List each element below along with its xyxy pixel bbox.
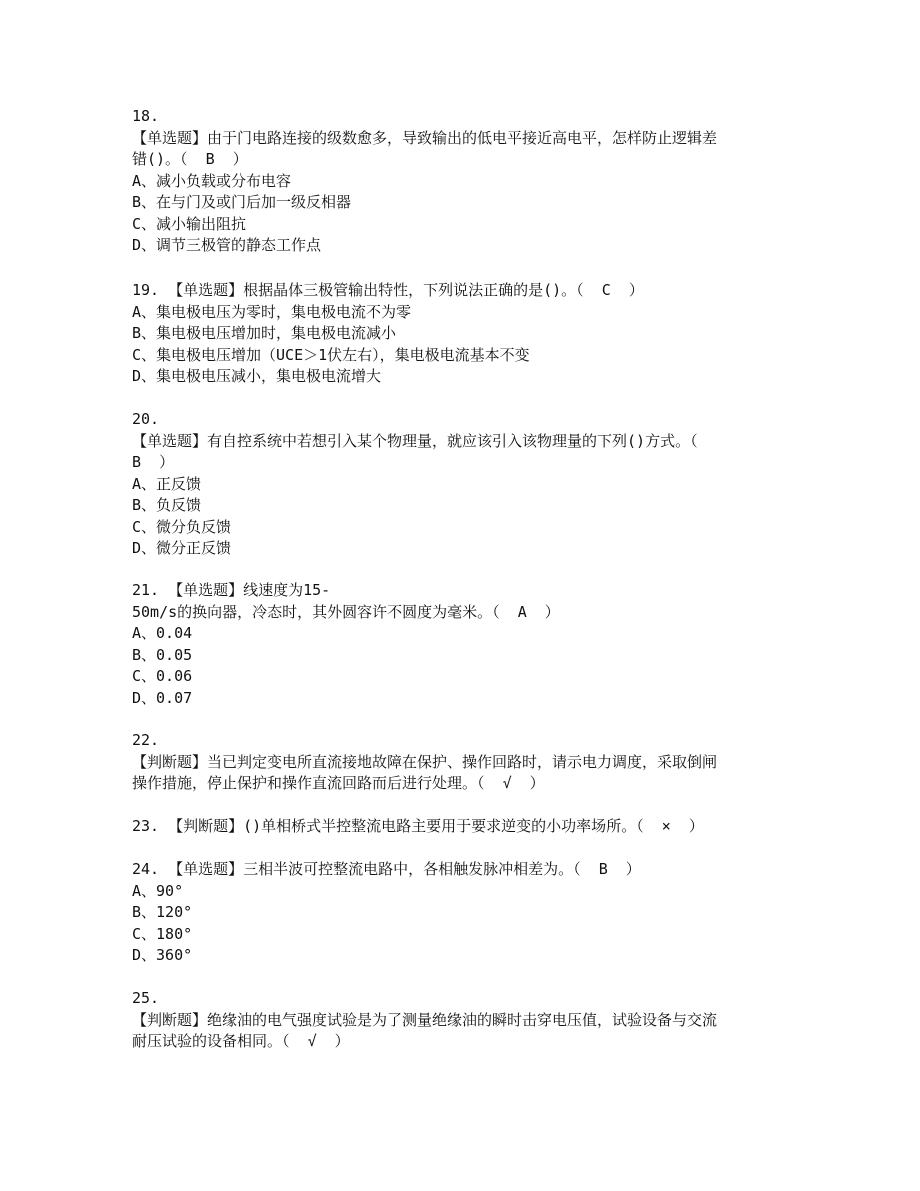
question-22	[132, 730, 792, 795]
option-d: D、调节三极管的静态工作点	[132, 236, 322, 254]
option-a: A、0.04	[132, 624, 193, 642]
option-b: B、0.05	[132, 645, 193, 664]
option-d: D、集电极电压减小，集电极电流增大	[132, 367, 382, 385]
option-b: B、集电极电压增加时，集电极电流减小	[132, 324, 397, 342]
option-c: C、0.06	[132, 667, 193, 685]
question-23	[132, 816, 792, 838]
option-d: D、360°	[132, 946, 193, 964]
question-19	[132, 280, 792, 388]
question-stem-answer: 50m/s的换向器，冷态时，其外圆容许不圆度为毫米。（ A ）	[132, 602, 560, 621]
option-a: A、集电极电压为零时，集电极电流不为零	[132, 302, 412, 321]
question-20	[132, 409, 792, 560]
question-25	[132, 988, 792, 1053]
question-stem-answer: 24. 【单选题】三相半波可控整流电路中，各相触发脉冲相差为。（ B ）	[132, 860, 641, 878]
question-stem: 【判断题】绝缘油的电气强度试验是为了测量绝缘油的瞬时击穿电压值，试验设备与交流	[132, 1010, 718, 1029]
question-stem: 【单选题】有自控系统中若想引入某个物理量，就应该引入该物理量的下列()方式。（	[132, 431, 698, 450]
question-stem-answer: B ）	[132, 453, 175, 471]
question-24	[132, 859, 792, 967]
question-18	[132, 106, 792, 257]
option-c: C、微分负反馈	[132, 517, 232, 536]
option-d: D、微分正反馈	[132, 539, 232, 557]
option-c: C、180°	[132, 924, 193, 943]
option-b: B、在与门及或门后加一级反相器	[132, 193, 352, 211]
question-stem: 19. 【单选题】根据晶体三极管输出特性，下列说法正确的是()。（ C ）	[132, 281, 644, 299]
option-a: A、90°	[132, 881, 184, 900]
option-a: A、减小负载或分布电容	[132, 171, 292, 190]
option-d: D、0.07	[132, 688, 193, 707]
question-stem-answer: 耐压试验的设备相同。（ √ ）	[132, 1032, 350, 1050]
question-stem: 【单选题】由于门电路连接的级数愈多，导致输出的低电平接近高电平，怎样防止逻辑差	[132, 128, 718, 147]
question-number: 18.	[132, 107, 160, 125]
option-b: B、负反馈	[132, 496, 202, 514]
question-number: 22.	[132, 731, 160, 749]
question-stem-answer: 操作措施，停止保护和操作直流回路而后进行处理。（ √ ）	[132, 774, 545, 792]
question-stem: 【判断题】当已判定变电所直流接地故障在保护、操作回路时，请示电力调度，采取倒闸	[132, 752, 718, 771]
option-c: C、集电极电压增加（UCE＞1伏左右），集电极电流基本不变	[132, 345, 530, 364]
question-21	[132, 580, 792, 709]
question-stem-answer: 错()。（ B ）	[132, 150, 248, 168]
question-number: 25.	[132, 989, 160, 1007]
question-number: 20.	[132, 410, 160, 428]
option-c: C、减小输出阻抗	[132, 214, 247, 233]
question-stem: 21. 【单选题】线速度为15-	[132, 581, 331, 599]
option-a: A、正反馈	[132, 474, 202, 493]
question-stem-answer: 23. 【判断题】()单相桥式半控整流电路主要用于要求逆变的小功率场所。（ × ）	[132, 817, 704, 835]
option-b: B、120°	[132, 903, 193, 921]
